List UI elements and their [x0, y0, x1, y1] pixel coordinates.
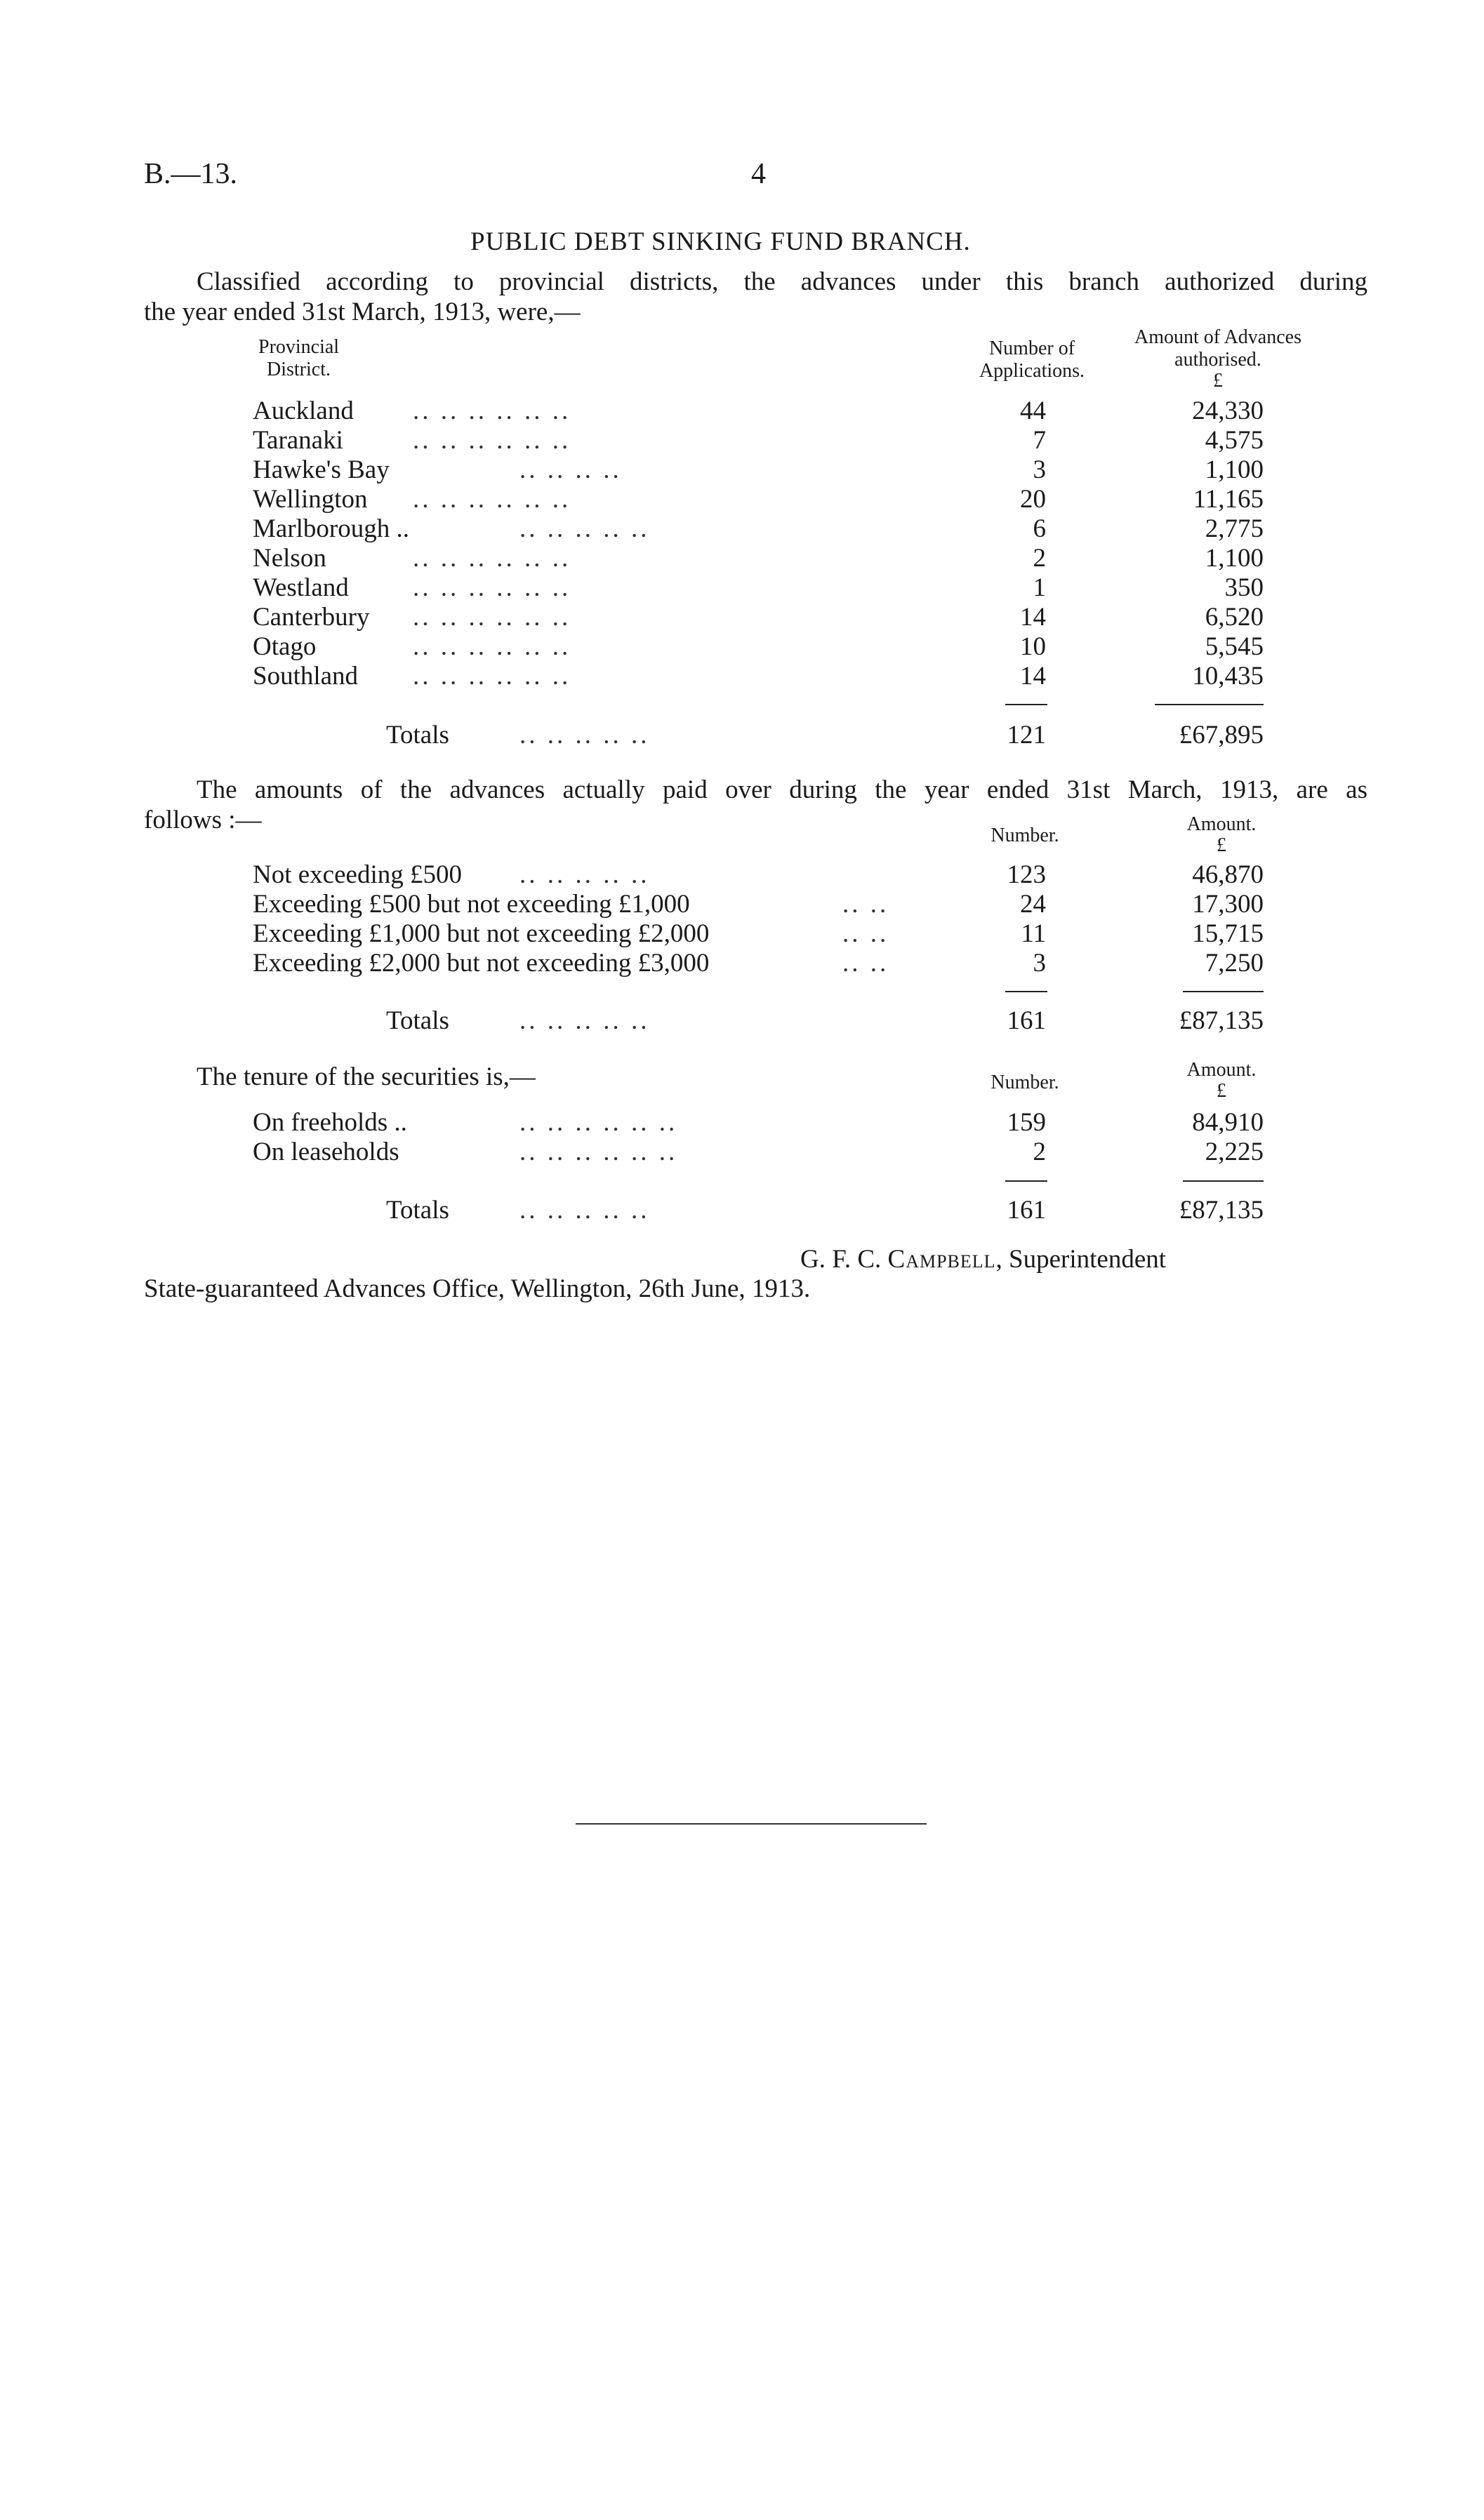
table2-row-amount: 7,250 — [1205, 949, 1264, 978]
table2-row-number: 3 — [1033, 949, 1046, 978]
table2-amount-total-rule — [1183, 991, 1264, 992]
table1-row-amount: 11,165 — [1193, 485, 1264, 514]
table1-row-amount: 2,775 — [1205, 514, 1264, 543]
table1-header-district-line2: District. — [267, 359, 331, 380]
office-date-line: State-guaranteed Advances Office, Wellington, 26th June, 1913. — [144, 1274, 811, 1303]
table1-row-district: Westland — [253, 573, 349, 602]
table1-row-district: Nelson — [253, 544, 326, 573]
table1-header-applications-line2: Applications. — [979, 360, 1085, 382]
table1-row-amount: 1,100 — [1205, 544, 1264, 573]
table2-row-number: 11 — [1021, 919, 1046, 948]
table1-row-applications: 14 — [1020, 603, 1046, 632]
table1-row-leader-dots: .. .. .. .. .. .. — [413, 485, 571, 514]
paid-over-line-2: follows :— — [144, 806, 262, 834]
table1-row-applications: 10 — [1020, 632, 1046, 661]
table1-row-district: Otago — [253, 632, 317, 661]
table1-row-amount: 6,520 — [1205, 603, 1264, 632]
table2-row-label: Exceeding £500 but not exceeding £1,000 — [253, 890, 690, 919]
table1-row-applications: 1 — [1033, 573, 1046, 602]
table3-row-amount: 2,225 — [1205, 1138, 1264, 1166]
table1-row-leader-dots: .. .. .. .. .. .. — [413, 544, 571, 573]
table3-header-number: Number. — [991, 1072, 1059, 1093]
table1-row-amount: 350 — [1224, 573, 1264, 602]
table1-row-applications: 20 — [1020, 485, 1046, 514]
table1-totals-label: Totals — [386, 721, 449, 749]
table2-totals-number: 161 — [1007, 1006, 1046, 1035]
table1-row-amount: 5,545 — [1205, 632, 1264, 661]
page-title: PUBLIC DEBT SINKING FUND BRANCH. — [470, 227, 971, 256]
signature-surname: Campbell — [887, 1245, 996, 1274]
table2-totals-amount: £87,135 — [1179, 1006, 1264, 1035]
table3-row-label: On leaseholds — [253, 1138, 399, 1166]
table3-header-amount-currency: £ — [1217, 1080, 1226, 1102]
table1-row-amount: 1,100 — [1205, 455, 1264, 484]
table1-row-applications: 6 — [1033, 514, 1046, 543]
table1-row-leader-dots: .. .. .. .. .. .. — [413, 573, 571, 602]
table3-row-leader-dots: .. .. .. .. .. .. — [519, 1108, 678, 1137]
table1-row-district: Marlborough .. — [253, 514, 409, 543]
table2-totals-label: Totals — [386, 1006, 449, 1035]
table1-row-district: Canterbury — [253, 603, 370, 632]
table1-row-leader-dots: .. .. .. .. .. .. — [413, 426, 571, 455]
table1-row-leader-dots: .. .. .. .. .. .. — [413, 662, 571, 691]
table2-row-label: Not exceeding £500 — [253, 860, 462, 889]
table1-amount-total-rule — [1155, 704, 1264, 705]
table1-row-amount: 24,330 — [1192, 396, 1264, 425]
table1-header-amount-line1: Amount of Advances — [1134, 326, 1301, 348]
table2-row-leader-dots: .. .. — [842, 949, 889, 978]
table3-row-label: On freeholds .. — [253, 1108, 407, 1137]
table1-applications-total-rule — [1005, 704, 1047, 705]
table2-row-amount: 17,300 — [1192, 890, 1264, 919]
tenure-intro: The tenure of the securities is,— — [197, 1062, 536, 1091]
table3-number-total-rule — [1005, 1180, 1047, 1182]
table2-row-amount: 15,715 — [1192, 919, 1264, 948]
table1-row-district: Hawke's Bay — [253, 455, 390, 484]
table3-row-amount: 84,910 — [1192, 1108, 1264, 1137]
table1-row-applications: 2 — [1033, 544, 1046, 573]
table3-totals-label: Totals — [386, 1196, 449, 1225]
page-number: 4 — [751, 158, 766, 190]
table1-row-leader-dots: .. .. .. .. — [519, 455, 622, 484]
table1-totals-amount: £67,895 — [1179, 721, 1264, 749]
signature — [800, 1244, 1166, 1275]
signature-initials: G. F. C. — [800, 1245, 882, 1274]
table1-row-district: Southland — [253, 662, 359, 691]
table3-totals-number: 161 — [1007, 1196, 1046, 1225]
table2-totals-leader-dots: .. .. .. .. .. — [519, 1006, 650, 1035]
table1-row-applications: 14 — [1020, 662, 1046, 691]
table3-row-number: 2 — [1033, 1138, 1046, 1166]
table3-totals-leader-dots: .. .. .. .. .. — [519, 1196, 650, 1225]
intro-line-1: Classified according to provincial districts, the advances under this branch authorized during — [197, 267, 1367, 296]
closing-rule — [576, 1823, 927, 1825]
table2-header-number: Number. — [991, 825, 1059, 846]
table2-row-label: Exceeding £1,000 but not exceeding £2,000 — [253, 919, 710, 948]
table3-totals-amount: £87,135 — [1179, 1196, 1264, 1225]
table3-row-leader-dots: .. .. .. .. .. .. — [519, 1138, 678, 1166]
table1-totals-leader-dots: .. .. .. .. .. — [519, 721, 650, 749]
signature-title: , Superintendent — [995, 1245, 1167, 1274]
table2-row-leader-dots: .. .. .. .. .. — [519, 860, 650, 889]
table1-row-applications: 3 — [1033, 455, 1046, 484]
table2-row-label: Exceeding £2,000 but not exceeding £3,000 — [253, 949, 710, 978]
table1-header-amount-currency: £ — [1213, 370, 1223, 392]
table1-row-amount: 4,575 — [1205, 426, 1264, 455]
document-reference: B.—13. — [144, 158, 238, 190]
table3-row-number: 159 — [1007, 1108, 1046, 1137]
paid-over-line-1: The amounts of the advances actually paid over during the year ended 31st March, 1913, are as — [197, 775, 1367, 804]
table2-number-total-rule — [1005, 991, 1047, 992]
table2-row-number: 24 — [1020, 890, 1046, 919]
table2-header-amount: Amount. — [1186, 813, 1257, 835]
table2-row-leader-dots: .. .. — [842, 919, 889, 948]
table1-row-leader-dots: .. .. .. .. .. .. — [413, 396, 571, 425]
table2-header-amount-currency: £ — [1217, 834, 1226, 856]
table1-totals-applications: 121 — [1007, 721, 1046, 749]
table1-row-amount: 10,435 — [1192, 662, 1264, 691]
table1-row-applications: 7 — [1033, 426, 1046, 455]
table1-row-leader-dots: .. .. .. .. .. .. — [413, 603, 571, 632]
table1-row-district: Wellington — [253, 485, 368, 514]
table3-amount-total-rule — [1183, 1180, 1264, 1182]
table1-row-district: Auckland — [253, 396, 354, 425]
table2-row-number: 123 — [1007, 860, 1046, 889]
intro-line-2: the year ended 31st March, 1913, were,— — [144, 298, 581, 326]
table1-row-applications: 44 — [1020, 396, 1046, 425]
table1-header-district-line1: Provincial — [258, 336, 340, 358]
table1-header-applications-line1: Number of — [988, 338, 1075, 359]
table1-row-district: Taranaki — [253, 426, 343, 455]
table1-header-amount-line2: authorised. — [1174, 349, 1261, 371]
table1-row-leader-dots: .. .. .. .. .. — [519, 514, 650, 543]
table3-header-amount: Amount. — [1186, 1059, 1257, 1081]
table2-row-leader-dots: .. .. — [842, 890, 889, 919]
table2-row-amount: 46,870 — [1192, 860, 1264, 889]
table1-row-leader-dots: .. .. .. .. .. .. — [413, 632, 571, 661]
